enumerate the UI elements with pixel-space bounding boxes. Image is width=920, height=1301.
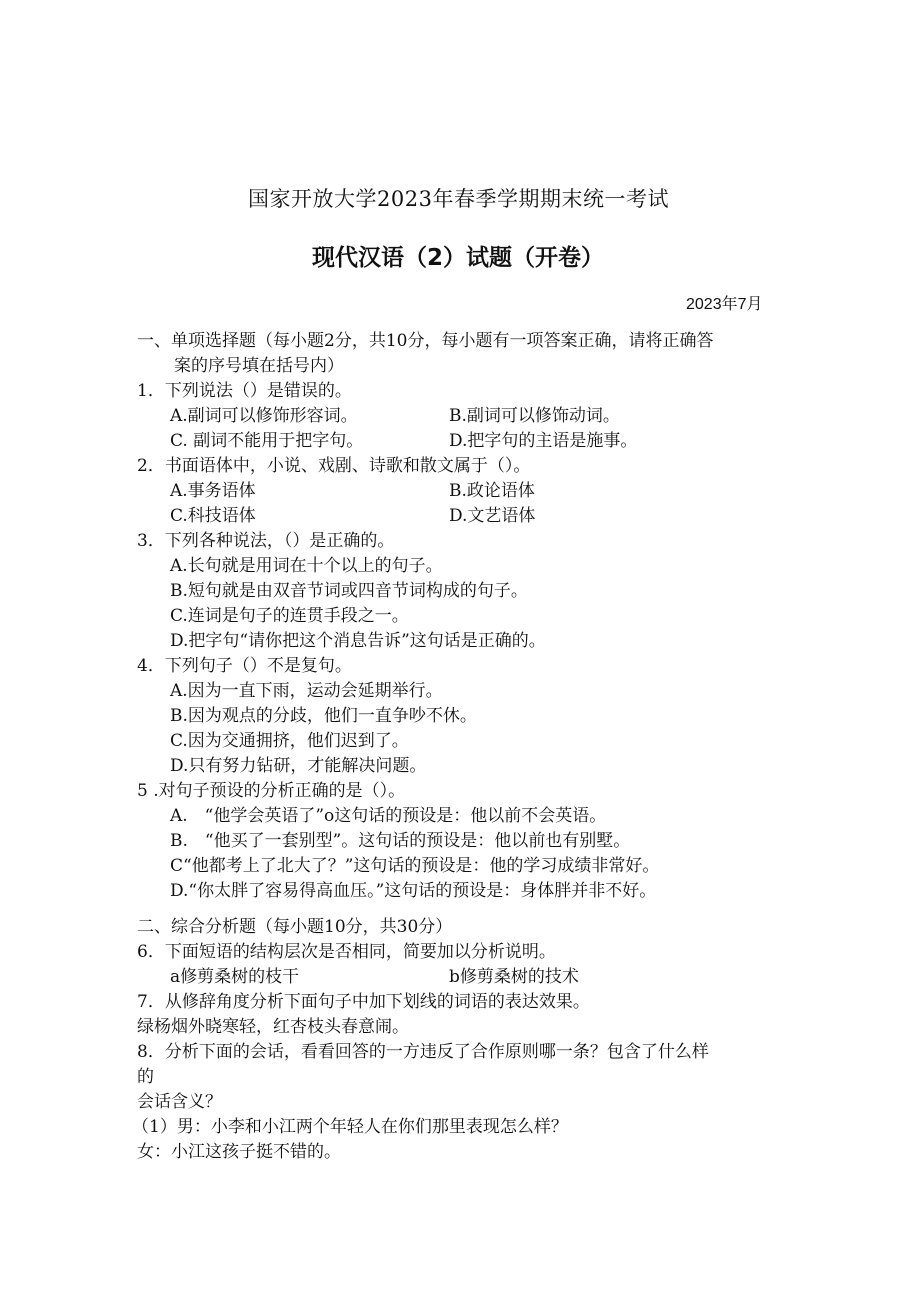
question-1-option-b: B.副词可以修饰动词。 [449,406,620,426]
question-3-option-a: A.长句就是用词在十个以上的句子。 [170,556,443,576]
question-3-stem: 3．下列各种说法，（）是正确的。 [137,531,395,551]
question-7-text: 绿杨烟外晓寒轻，红杏枝头春意闹。 [137,1017,409,1037]
question-3-option-b: B.短句就是由双音节词或四音节词构成的句子。 [170,581,528,601]
question-8-stem-line1: 8．分析下面的会话，看看回答的一方违反了合作原则哪一条？包含了什么样 [137,1042,709,1062]
exam-date: 2023年7月 [686,296,763,313]
question-8-dialog-2: 女：小江这孩子挺不错的。 [137,1142,341,1162]
question-2-option-a: A.事务语体 [170,481,256,501]
question-8-stem-line2: 的 [137,1067,154,1087]
question-6-phrase-a: a修剪桑树的枝干 [170,967,300,987]
question-2-option-d: D.文艺语体 [449,506,536,526]
question-1-option-d: D.把字句的主语是施事。 [449,431,638,451]
question-5-option-b: B. “他买了一套别型”。这句话的预设是：他以前也有别墅。 [170,831,631,851]
section1-heading-line1: 一、单项选择题（每小题2分，共10分，每小题有一项答案正确，请将正确答 [137,331,714,351]
question-8-dialog-1: （1）男：小李和小江两个年轻人在你们那里表现怎么样？ [132,1117,568,1137]
question-4-option-c: C.因为交通拥挤，他们迟到了。 [170,731,409,751]
question-5-option-d: D.“你太胖了容易得高血压。”这句话的预设是：身体胖并非不好。 [170,881,657,901]
question-4-stem: 4．下列句子（）不是复句。 [137,656,352,676]
question-1-option-c: C. 副词不能用于把字句。 [170,431,364,451]
question-4-option-b: B.因为观点的分歧，他们一直争吵不休。 [170,706,477,726]
question-3-option-c: C.连词是句子的连贯手段之一。 [170,606,409,626]
question-2-stem: 2．书面语体中，小说、戏剧、诗歌和散文属于（）。 [137,456,531,476]
question-5-stem: 5 .对句子预设的分析正确的是（）。 [137,781,406,801]
question-1-option-a: A.副词可以修饰形容词。 [170,406,358,426]
question-1-stem: 1．下列说法（）是错误的。 [137,381,352,401]
question-2-option-c: C.科技语体 [170,506,256,526]
question-3-option-d: D.把字句“请你把这个消息告诉”这句话是正确的。 [170,631,546,651]
question-7-stem: 7．从修辞角度分析下面句子中加下划线的词语的表达效果。 [137,992,590,1012]
question-8-stem-line3: 会话含义？ [137,1092,222,1112]
question-5-option-c: C“他都考上了北大了？”这句话的预设是：他的学习成绩非常好。 [170,856,660,876]
question-4-option-a: A.因为一直下雨，运动会延期举行。 [170,681,443,701]
question-6-stem: 6．下面短语的结构层次是否相同，简要加以分析说明。 [137,942,556,962]
exam-subject-title: 现代汉语（2）试题（开卷） [312,245,605,271]
question-2-option-b: B.政论语体 [449,481,535,501]
section1-heading-line2: 案的序号填在括号内） [174,356,344,376]
exam-institution-title: 国家开放大学2023年春季学期期末统一考试 [248,187,669,211]
section2-heading: 二、综合分析题（每小题10分，共30分） [137,917,453,937]
question-4-option-d: D.只有努力钻研，才能解决问题。 [170,756,427,776]
question-5-option-a: A. “他学会英语了”o这句话的预设是：他以前不会英语。 [170,806,607,826]
question-6-phrase-b: b修剪桑树的技术 [449,967,579,987]
